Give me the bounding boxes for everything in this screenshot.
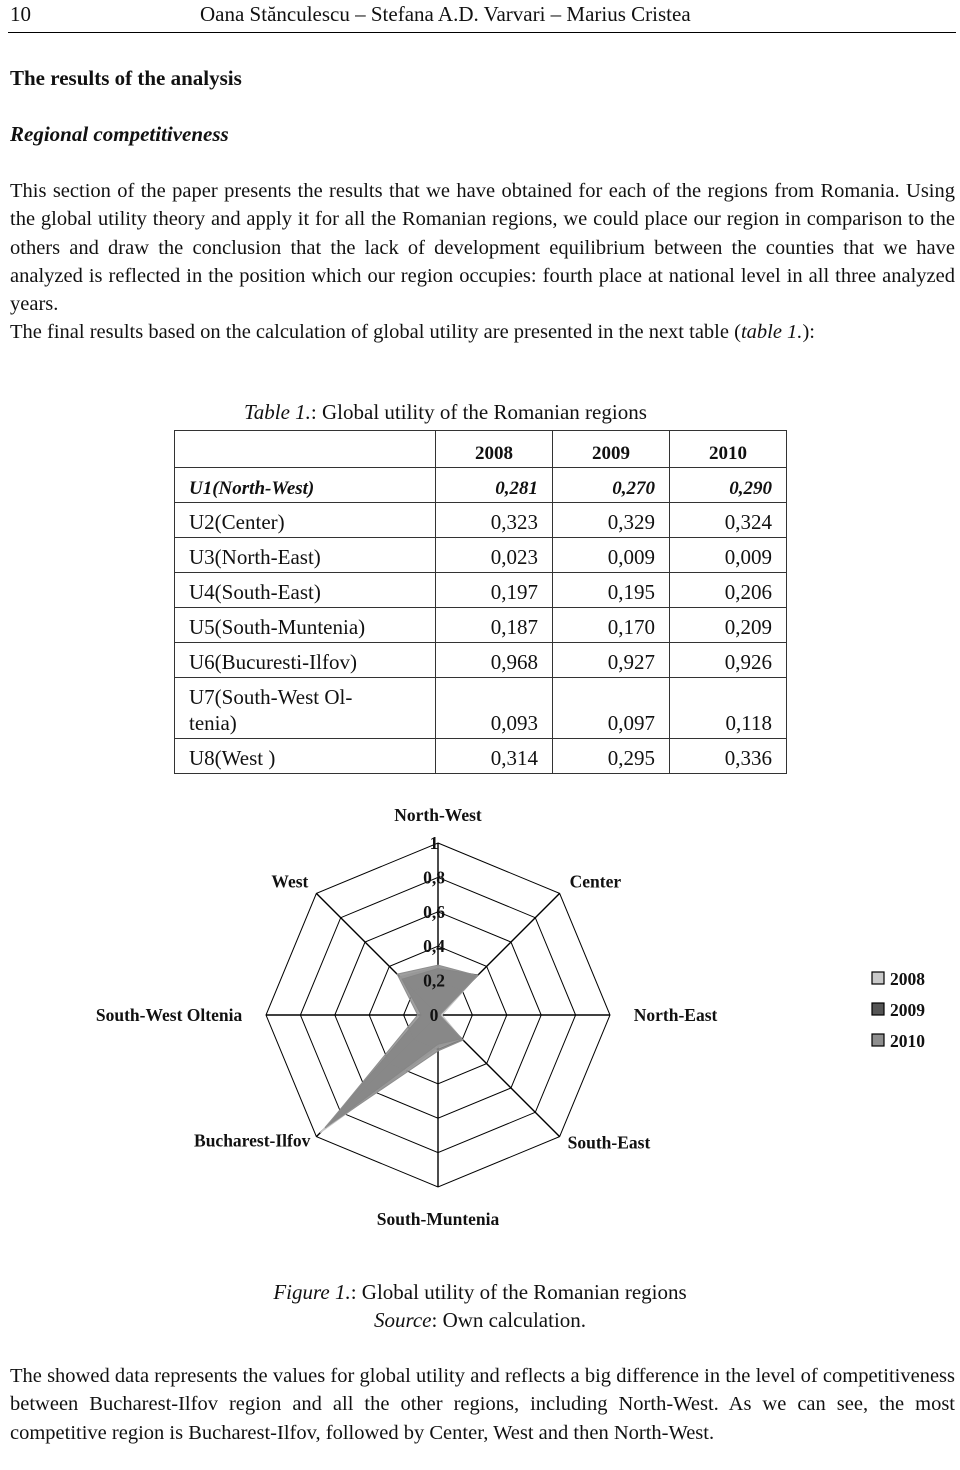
table-reference: table 1. bbox=[740, 321, 803, 343]
axis-label: South-Muntenia bbox=[376, 1208, 500, 1229]
table-caption-text: : Global utility of the Romanian regions bbox=[310, 400, 647, 424]
region-cell: U3(North-East) bbox=[175, 538, 436, 573]
table-corner-cell bbox=[175, 431, 436, 468]
figure-caption bbox=[0, 1278, 960, 1334]
table-row bbox=[175, 608, 787, 643]
axis-label: South-East bbox=[567, 1132, 651, 1153]
region-cell-line: U7(South-West Ol- bbox=[189, 685, 353, 709]
value-cell: 0,197 bbox=[436, 573, 553, 608]
figure-source-label: Source bbox=[373, 1308, 432, 1332]
legend-swatch bbox=[872, 1003, 884, 1015]
legend-swatch bbox=[872, 972, 884, 984]
value-cell: 0,323 bbox=[436, 503, 553, 538]
region-cell: U6(Bucuresti-Ilfov) bbox=[175, 643, 436, 678]
region-cell bbox=[175, 678, 436, 739]
figure-source-text: : Own calculation. bbox=[431, 1308, 587, 1332]
paragraph-conclusion: The showed data represents the values for global utility and reflects a big difference in the level of competitiveness between Bucharest-Ilfov region and all the other regions, including North-West. As we can see, the most competitive region is Bucharest-Ilfov, followed by Center, West and then North-West. bbox=[10, 1365, 955, 1444]
running-header bbox=[8, 0, 956, 33]
value-cell: 0,314 bbox=[436, 739, 553, 774]
table-row bbox=[175, 503, 787, 538]
axis-label: North-West bbox=[394, 805, 482, 825]
table-caption bbox=[244, 400, 647, 425]
table-row bbox=[175, 739, 787, 774]
authors-line: Oana Stănculescu – Stefana A.D. Varvari – Marius Cristea bbox=[200, 2, 691, 26]
year-header: 2010 bbox=[670, 431, 787, 468]
tick-label: 0,6 bbox=[423, 901, 445, 922]
tick-label: 0,8 bbox=[423, 867, 445, 888]
value-cell: 0,209 bbox=[670, 608, 787, 643]
value-cell: 0,206 bbox=[670, 573, 787, 608]
value-cell: 0,324 bbox=[670, 503, 787, 538]
region-cell: U2(Center) bbox=[175, 503, 436, 538]
paragraph-table-ref-text: The final results based on the calculation of global utility are presented in the next table ( bbox=[10, 321, 741, 343]
legend-swatch bbox=[872, 1034, 884, 1046]
table-row bbox=[175, 573, 787, 608]
tick-label: 0 bbox=[429, 1005, 439, 1025]
value-cell: 0,009 bbox=[670, 538, 787, 573]
value-cell: 0,118 bbox=[670, 678, 787, 739]
figure-caption-label: Figure 1. bbox=[273, 1280, 351, 1304]
tick-label: 0,4 bbox=[423, 936, 445, 957]
paragraph-table-ref bbox=[10, 318, 955, 346]
value-cell: 0,093 bbox=[436, 678, 553, 739]
region-cell: U5(South-Muntenia) bbox=[175, 608, 436, 643]
legend-label: 2010 bbox=[890, 1031, 925, 1051]
value-cell: 0,187 bbox=[436, 608, 553, 643]
table-row bbox=[175, 643, 787, 678]
value-cell: 0,290 bbox=[670, 468, 787, 503]
subsection-title: Regional competitiveness bbox=[10, 122, 229, 146]
value-cell: 0,968 bbox=[436, 643, 553, 678]
table-row bbox=[175, 678, 787, 739]
value-cell: 0,926 bbox=[670, 643, 787, 678]
figure-caption-text: : Global utility of the Romanian regions bbox=[350, 1280, 687, 1304]
table-caption-label: Table 1. bbox=[244, 400, 311, 424]
axis-label: Center bbox=[569, 871, 622, 892]
legend-label: 2009 bbox=[890, 1000, 925, 1020]
paragraph-intro: This section of the paper presents the results that we have obtained for each of the regions from Romania. Using the global utility theory and apply it for all the Romanian regions, we could place our region in comparison to the others and draw the conclusion that the lack of development equilibrium between the counties that we have analyzed is reflected in the position which our region occupies: fourth place at national level in all three analyzed years. bbox=[10, 180, 955, 316]
value-cell: 0,281 bbox=[436, 468, 553, 503]
section-title: The results of the analysis bbox=[10, 66, 242, 90]
region-cell: U8(West ) bbox=[175, 739, 436, 774]
value-cell: 0,295 bbox=[553, 739, 670, 774]
global-utility-table bbox=[174, 430, 787, 774]
table-header-row bbox=[175, 431, 787, 468]
figure-caption-line bbox=[0, 1278, 960, 1306]
value-cell: 0,023 bbox=[436, 538, 553, 573]
legend-label: 2008 bbox=[890, 969, 925, 989]
page-number: 10 bbox=[10, 2, 31, 26]
axis-label: Bucharest-Ilfov bbox=[194, 1130, 311, 1151]
value-cell: 0,336 bbox=[670, 739, 787, 774]
region-cell-line: tenia) bbox=[189, 711, 237, 735]
radar-chart bbox=[0, 800, 960, 1240]
tick-label: 1 bbox=[429, 833, 439, 853]
axis-label: South-West Oltenia bbox=[95, 1005, 243, 1025]
value-cell: 0,195 bbox=[553, 573, 670, 608]
value-cell: 0,170 bbox=[553, 608, 670, 643]
table-row bbox=[175, 468, 787, 503]
table-row bbox=[175, 538, 787, 573]
tick-label: 0,2 bbox=[423, 970, 445, 991]
year-header: 2009 bbox=[553, 431, 670, 468]
value-cell: 0,329 bbox=[553, 503, 670, 538]
axis-label: West bbox=[271, 871, 309, 892]
value-cell: 0,270 bbox=[553, 468, 670, 503]
figure-source-line bbox=[0, 1306, 960, 1334]
year-header: 2008 bbox=[436, 431, 553, 468]
axis-label: North-East bbox=[633, 1005, 718, 1025]
value-cell: 0,009 bbox=[553, 538, 670, 573]
region-cell: U1(North-West) bbox=[175, 468, 436, 503]
paragraph-table-ref-end: ): bbox=[802, 321, 815, 343]
value-cell: 0,097 bbox=[553, 678, 670, 739]
value-cell: 0,927 bbox=[553, 643, 670, 678]
region-cell: U4(South-East) bbox=[175, 573, 436, 608]
